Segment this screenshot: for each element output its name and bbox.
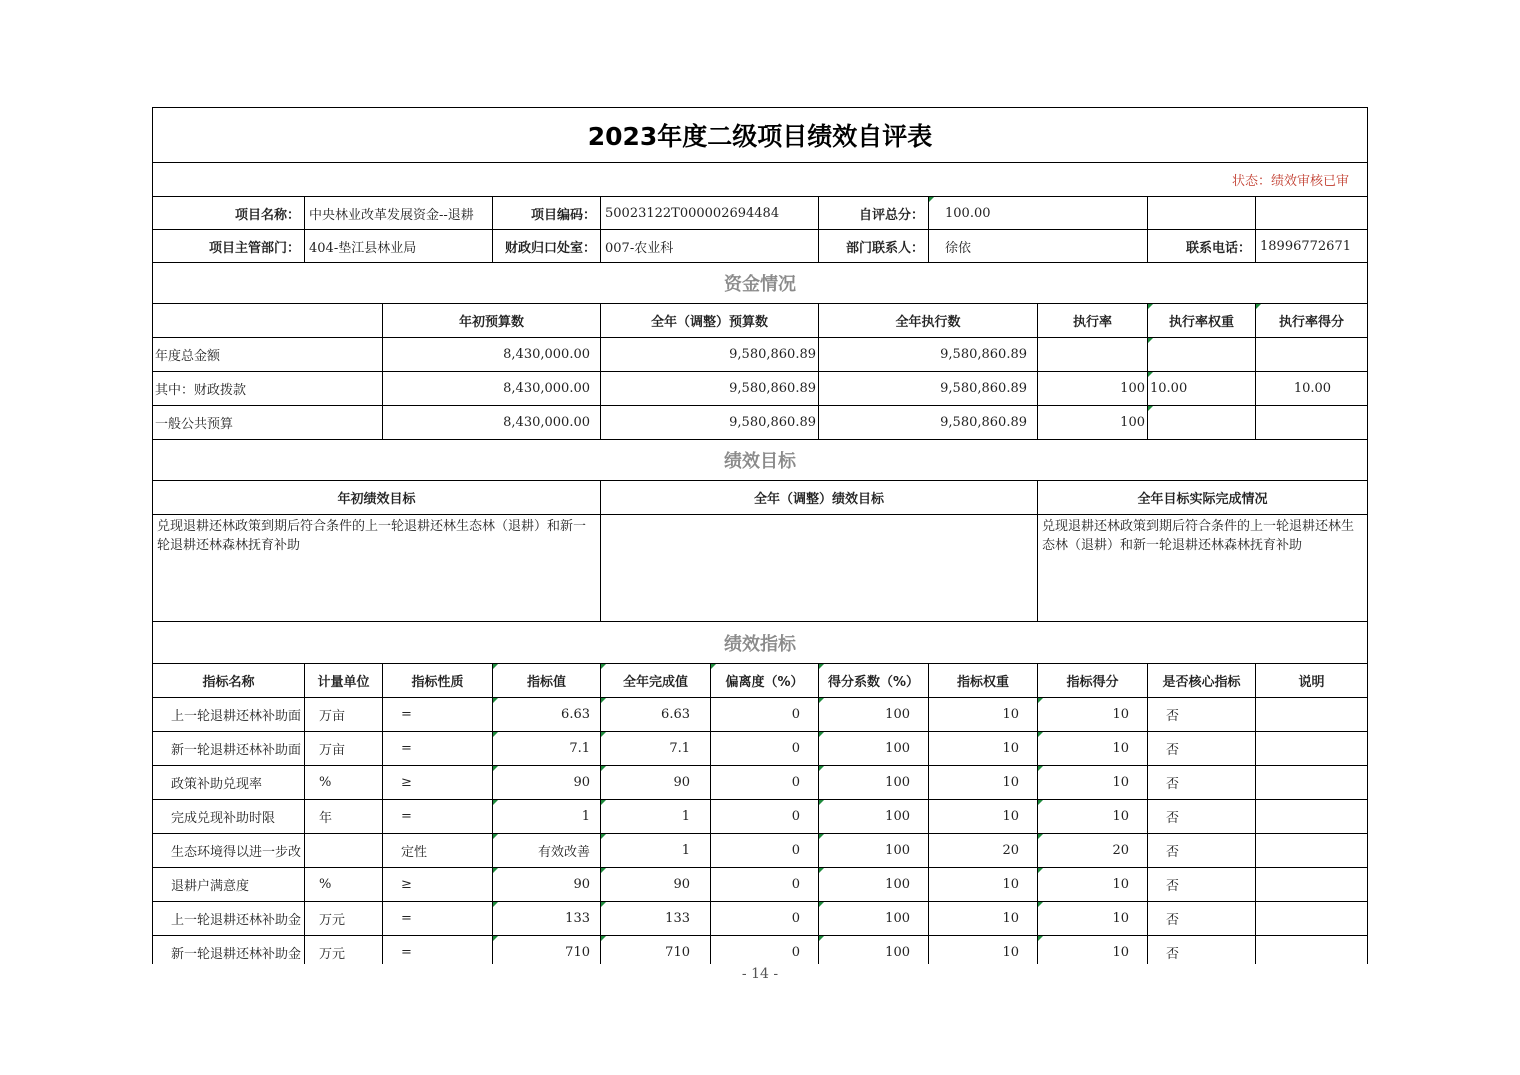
indicator-done: 710 [601, 936, 711, 965]
indicator-value: 6.63 [493, 698, 601, 732]
funds-adjusted-value: 9,580,860.89 [601, 372, 819, 406]
indicator-weight: 10 [929, 766, 1038, 800]
dept-label: 项目主管部门： [153, 230, 305, 263]
indicator-core: 否 [1148, 800, 1256, 834]
indicator-weight: 10 [929, 698, 1038, 732]
indicator-done: 90 [601, 766, 711, 800]
indicator-name: 新一轮退耕还林补助面 [153, 732, 305, 766]
indicator-nature: = [383, 732, 493, 766]
empty-cell [1256, 197, 1368, 230]
funds-adjusted-value: 9,580,860.89 [601, 338, 819, 372]
indicator-header: 指标得分 [1038, 664, 1148, 698]
funds-rate-value: 100 [1038, 372, 1148, 406]
self-score-label: 自评总分： [819, 197, 929, 230]
indicator-coefficient: 100 [819, 902, 929, 936]
indicator-core: 否 [1148, 936, 1256, 965]
indicator-row [153, 834, 1368, 868]
indicator-unit: % [305, 766, 383, 800]
indicator-name: 完成兑现补助时限 [153, 800, 305, 834]
indicator-weight: 10 [929, 868, 1038, 902]
finance-label: 财政归口处室： [493, 230, 601, 263]
funds-executed-value: 9,580,860.89 [819, 338, 1038, 372]
indicator-unit: 万元 [305, 936, 383, 965]
indicator-deviation: 0 [711, 834, 819, 868]
status-text: 状态：绩效审核已审 [153, 163, 1368, 197]
indicator-unit: % [305, 868, 383, 902]
evaluation-table [152, 107, 1368, 964]
indicator-row [153, 766, 1368, 800]
evaluation-sheet [152, 107, 1368, 964]
indicator-name: 政策补助兑现率 [153, 766, 305, 800]
indicator-unit [305, 834, 383, 868]
indicator-done: 6.63 [601, 698, 711, 732]
indicator-header: 指标值 [493, 664, 601, 698]
project-name-value: 中央林业改革发展资金--退耕 [305, 197, 493, 230]
indicator-name: 退耕户满意度 [153, 868, 305, 902]
indicator-row [153, 868, 1368, 902]
goals-section-title: 绩效目标 [153, 440, 1368, 481]
funds-header: 全年（调整）预算数 [601, 304, 819, 338]
funds-row-label: 其中：财政拨款 [153, 372, 383, 406]
indicator-row [153, 936, 1368, 965]
indicator-note [1256, 698, 1368, 732]
project-code-label: 项目编码： [493, 197, 601, 230]
indicator-deviation: 0 [711, 698, 819, 732]
indicator-deviation: 0 [711, 766, 819, 800]
indicator-score: 10 [1038, 800, 1148, 834]
indicator-row [153, 698, 1368, 732]
indicator-core: 否 [1148, 868, 1256, 902]
funds-row [153, 338, 1368, 372]
indicator-note [1256, 868, 1368, 902]
indicators-header-row [153, 664, 1368, 698]
indicator-note [1256, 800, 1368, 834]
goal-initial-text: 兑现退耕还林政策到期后符合条件的上一轮退耕还林生态林（退耕）和新一轮退耕还林森林抚育补助 [153, 515, 601, 622]
indicator-score: 10 [1038, 902, 1148, 936]
funds-weight-value: 10.00 [1148, 372, 1256, 406]
indicator-score: 10 [1038, 868, 1148, 902]
indicator-nature: ≥ [383, 868, 493, 902]
indicator-deviation: 0 [711, 868, 819, 902]
phone-label: 联系电话： [1148, 230, 1256, 263]
indicator-core: 否 [1148, 902, 1256, 936]
indicator-core: 否 [1148, 732, 1256, 766]
indicator-header: 得分系数（%） [819, 664, 929, 698]
indicator-row [153, 800, 1368, 834]
indicator-score: 10 [1038, 936, 1148, 965]
indicator-coefficient: 100 [819, 698, 929, 732]
indicator-header: 指标名称 [153, 664, 305, 698]
page-number: - 14 - [741, 966, 779, 982]
indicators-section-title: 绩效指标 [153, 622, 1368, 664]
indicator-name: 上一轮退耕还林补助面 [153, 698, 305, 732]
indicator-deviation: 0 [711, 800, 819, 834]
indicator-deviation: 0 [711, 902, 819, 936]
indicator-coefficient: 100 [819, 936, 929, 965]
funds-rate-value: 100 [1038, 406, 1148, 440]
funds-header-row [153, 304, 1368, 338]
indicator-value: 1 [493, 800, 601, 834]
indicator-coefficient: 100 [819, 834, 929, 868]
indicator-core: 否 [1148, 834, 1256, 868]
indicator-done: 90 [601, 868, 711, 902]
funds-header: 年初预算数 [383, 304, 601, 338]
dept-value: 404-垫江县林业局 [305, 230, 493, 263]
indicator-weight: 10 [929, 902, 1038, 936]
indicator-row [153, 902, 1368, 936]
goals-header: 年初绩效目标 [153, 481, 601, 515]
empty-cell [153, 304, 383, 338]
indicator-done: 1 [601, 834, 711, 868]
finance-value: 007-农业科 [601, 230, 819, 263]
indicator-deviation: 0 [711, 732, 819, 766]
funds-row [153, 406, 1368, 440]
indicator-unit: 万亩 [305, 732, 383, 766]
indicator-header: 全年完成值 [601, 664, 711, 698]
funds-adjusted-value: 9,580,860.89 [601, 406, 819, 440]
indicator-score: 10 [1038, 766, 1148, 800]
funds-budget-value: 8,430,000.00 [383, 338, 601, 372]
indicator-name: 生态环境得以进一步改 [153, 834, 305, 868]
funds-weight-value [1148, 406, 1256, 440]
indicator-unit: 年 [305, 800, 383, 834]
indicator-header: 说明 [1256, 664, 1368, 698]
indicator-header: 指标性质 [383, 664, 493, 698]
indicator-header: 指标权重 [929, 664, 1038, 698]
indicator-weight: 10 [929, 936, 1038, 965]
indicator-name: 上一轮退耕还林补助金 [153, 902, 305, 936]
indicator-header: 计量单位 [305, 664, 383, 698]
funds-header: 执行率得分 [1256, 304, 1368, 338]
indicator-value: 710 [493, 936, 601, 965]
funds-header: 执行率 [1038, 304, 1148, 338]
indicator-value: 7.1 [493, 732, 601, 766]
goals-header: 全年（调整）绩效目标 [601, 481, 1038, 515]
project-name-label: 项目名称： [153, 197, 305, 230]
indicator-done: 7.1 [601, 732, 711, 766]
indicator-value: 有效改善 [493, 834, 601, 868]
indicator-value: 133 [493, 902, 601, 936]
indicator-done: 1 [601, 800, 711, 834]
funds-row [153, 372, 1368, 406]
indicator-done: 133 [601, 902, 711, 936]
indicator-unit: 万元 [305, 902, 383, 936]
indicator-score: 10 [1038, 698, 1148, 732]
indicator-note [1256, 834, 1368, 868]
funds-executed-value: 9,580,860.89 [819, 372, 1038, 406]
funds-weight-value [1148, 338, 1256, 372]
indicator-weight: 20 [929, 834, 1038, 868]
indicator-nature: 定性 [383, 834, 493, 868]
funds-score-value [1256, 406, 1368, 440]
funds-budget-value: 8,430,000.00 [383, 372, 601, 406]
funds-executed-value: 9,580,860.89 [819, 406, 1038, 440]
indicator-header: 偏离度（%） [711, 664, 819, 698]
indicator-weight: 10 [929, 732, 1038, 766]
indicator-nature: = [383, 936, 493, 965]
indicator-note [1256, 936, 1368, 965]
indicator-coefficient: 100 [819, 800, 929, 834]
indicator-value: 90 [493, 766, 601, 800]
indicator-nature: = [383, 698, 493, 732]
phone-value: 18996772671 [1256, 230, 1368, 263]
indicator-coefficient: 100 [819, 868, 929, 902]
indicator-score: 20 [1038, 834, 1148, 868]
funds-score-value: 10.00 [1256, 372, 1368, 406]
funds-budget-value: 8,430,000.00 [383, 406, 601, 440]
funds-score-value [1256, 338, 1368, 372]
contact-label: 部门联系人： [819, 230, 929, 263]
indicator-name: 新一轮退耕还林补助金 [153, 936, 305, 965]
funds-header: 全年执行数 [819, 304, 1038, 338]
indicator-note [1256, 766, 1368, 800]
empty-cell [1148, 197, 1256, 230]
indicator-deviation: 0 [711, 936, 819, 965]
indicator-unit: 万亩 [305, 698, 383, 732]
funds-row-label: 一般公共预算 [153, 406, 383, 440]
indicator-header: 是否核心指标 [1148, 664, 1256, 698]
project-code-value: 50023122T000002694484 [601, 197, 819, 230]
indicator-note [1256, 732, 1368, 766]
indicator-row [153, 732, 1368, 766]
funds-rate-value [1038, 338, 1148, 372]
page-title: 2023年度二级项目绩效自评表 [153, 108, 1368, 163]
indicator-nature: = [383, 902, 493, 936]
funds-header: 执行率权重 [1148, 304, 1256, 338]
goals-header: 全年目标实际完成情况 [1038, 481, 1368, 515]
goal-adjusted-text [601, 515, 1038, 622]
indicator-weight: 10 [929, 800, 1038, 834]
goal-actual-text: 兑现退耕还林政策到期后符合条件的上一轮退耕还林生态林（退耕）和新一轮退耕还林森林抚育补助 [1038, 515, 1368, 622]
indicator-nature: ≥ [383, 766, 493, 800]
indicator-coefficient: 100 [819, 732, 929, 766]
funds-row-label: 年度总金额 [153, 338, 383, 372]
indicator-value: 90 [493, 868, 601, 902]
contact-value: 徐依 [929, 230, 1148, 263]
indicator-score: 10 [1038, 732, 1148, 766]
indicator-core: 否 [1148, 766, 1256, 800]
indicator-core: 否 [1148, 698, 1256, 732]
indicator-coefficient: 100 [819, 766, 929, 800]
funds-section-title: 资金情况 [153, 263, 1368, 304]
indicator-nature: = [383, 800, 493, 834]
indicator-note [1256, 902, 1368, 936]
self-score-value: 100.00 [929, 197, 1148, 230]
